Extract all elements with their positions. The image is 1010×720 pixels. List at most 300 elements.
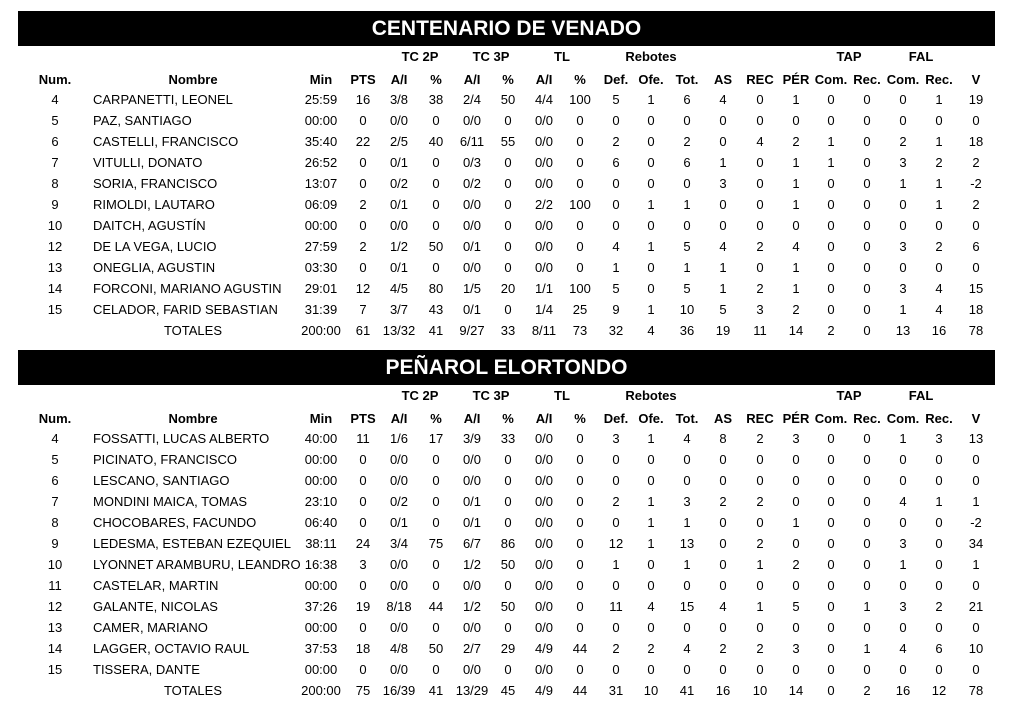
- cell-tl-ai: 0/0: [534, 620, 554, 635]
- cell-rec: 0: [756, 452, 764, 467]
- col-header-tl-pct: %: [574, 72, 586, 87]
- cell-pts: 2: [359, 239, 367, 254]
- col-header-reb-def: Def.: [603, 411, 629, 426]
- cell-tc2p-ai: 0/0: [389, 452, 409, 467]
- cell-per: 0: [792, 494, 800, 509]
- cell-pts: 0: [359, 515, 367, 530]
- cell-tl-ai: 1/1: [534, 281, 554, 296]
- cell-tc2p-pct: 0: [432, 218, 440, 233]
- cell-tc3p-pct: 50: [500, 557, 516, 572]
- cell-reb-tot: 5: [683, 281, 691, 296]
- cell-nombre: DE LA VEGA, LUCIO: [93, 239, 217, 254]
- cell-tap-rec: 1: [863, 599, 871, 614]
- cell-reb-tot: 6: [683, 155, 691, 170]
- cell-num: 15: [47, 662, 63, 677]
- cell-min: 37:53: [304, 641, 338, 656]
- cell-tc3p-pct: 0: [504, 473, 512, 488]
- cell-per: 2: [792, 557, 800, 572]
- cell-min: 06:09: [304, 197, 338, 212]
- cell-tl-pct: 0: [576, 176, 584, 191]
- cell-rec: 0: [756, 515, 764, 530]
- total-nombre: TOTALES: [163, 323, 223, 338]
- cell-tc3p-ai: 1/2: [462, 557, 482, 572]
- cell-as: 0: [719, 620, 727, 635]
- total-tap-com: 2: [827, 323, 835, 338]
- cell-fal-rec: 0: [935, 515, 943, 530]
- cell-reb-ofe: 0: [647, 155, 655, 170]
- cell-tc3p-ai: 0/1: [462, 515, 482, 530]
- cell-fal-rec: 1: [935, 197, 943, 212]
- cell-valoracion: 2: [972, 155, 980, 170]
- cell-valoracion: 10: [968, 641, 984, 656]
- cell-reb-tot: 3: [683, 494, 691, 509]
- cell-num: 5: [51, 113, 59, 128]
- cell-pts: 0: [359, 662, 367, 677]
- cell-as: 4: [719, 239, 727, 254]
- cell-fal-com: 2: [899, 134, 907, 149]
- cell-per: 0: [792, 218, 800, 233]
- total-fal-com: 13: [895, 323, 911, 338]
- cell-reb-ofe: 0: [647, 113, 655, 128]
- total-min: 200:00: [301, 683, 341, 698]
- cell-tap-rec: 0: [863, 452, 871, 467]
- cell-reb-tot: 1: [683, 260, 691, 275]
- total-reb-def: 31: [608, 683, 624, 698]
- cell-per: 0: [792, 536, 800, 551]
- cell-reb-tot: 4: [683, 431, 691, 446]
- col-header-nombre: Nombre: [168, 411, 218, 426]
- cell-valoracion: 18: [968, 134, 984, 149]
- cell-reb-ofe: 0: [647, 557, 655, 572]
- cell-tc3p-ai: 0/0: [462, 260, 482, 275]
- cell-tc3p-ai: 0/3: [462, 155, 482, 170]
- cell-tc3p-ai: 0/0: [462, 578, 482, 593]
- table-row: [0, 512, 1010, 533]
- col-header-per: PÉR: [782, 72, 810, 87]
- cell-nombre: CARPANETTI, LEONEL: [93, 92, 233, 107]
- cell-tl-pct: 25: [572, 302, 588, 317]
- cell-pts: 3: [359, 557, 367, 572]
- col-header-valoracion: V: [971, 411, 981, 426]
- cell-reb-tot: 0: [683, 113, 691, 128]
- cell-pts: 2: [359, 197, 367, 212]
- col-header-pts: PTS: [350, 72, 376, 87]
- cell-rec: 1: [756, 557, 764, 572]
- cell-fal-com: 3: [899, 239, 907, 254]
- col-header-tc2p-pct: %: [430, 72, 442, 87]
- cell-reb-tot: 2: [683, 134, 691, 149]
- cell-tc3p-pct: 0: [504, 302, 512, 317]
- team-title: CENTENARIO DE VENADO: [18, 11, 995, 46]
- cell-min: 35:40: [304, 134, 338, 149]
- col-header-min: Min: [309, 411, 333, 426]
- cell-fal-rec: 0: [935, 578, 943, 593]
- cell-tl-ai: 4/4: [534, 92, 554, 107]
- cell-tap-rec: 0: [863, 494, 871, 509]
- cell-tap-com: 0: [827, 578, 835, 593]
- total-pts: 75: [355, 683, 371, 698]
- cell-tl-ai: 0/0: [534, 599, 554, 614]
- cell-num: 14: [47, 641, 63, 656]
- cell-tl-ai: 0/0: [534, 260, 554, 275]
- cell-valoracion: 0: [972, 578, 980, 593]
- cell-tap-rec: 0: [863, 515, 871, 530]
- cell-fal-com: 1: [899, 431, 907, 446]
- cell-tl-ai: 0/0: [534, 557, 554, 572]
- cell-tap-com: 0: [827, 515, 835, 530]
- cell-per: 2: [792, 134, 800, 149]
- total-tc2p-ai: 16/39: [382, 683, 416, 698]
- total-reb-ofe: 4: [647, 323, 655, 338]
- cell-pts: 0: [359, 155, 367, 170]
- col-header-tc2p-pct: %: [430, 411, 442, 426]
- table-row: [0, 533, 1010, 554]
- total-as: 19: [715, 323, 731, 338]
- cell-rec: 2: [756, 494, 764, 509]
- cell-tc3p-ai: 6/11: [459, 134, 485, 149]
- col-header-tl-ai: A/I: [535, 411, 553, 426]
- cell-reb-ofe: 0: [647, 578, 655, 593]
- cell-num: 13: [47, 260, 63, 275]
- cell-tc2p-pct: 0: [432, 260, 440, 275]
- cell-num: 9: [51, 197, 59, 212]
- cell-tap-rec: 0: [863, 239, 871, 254]
- cell-nombre: FORCONI, MARIANO AGUSTIN: [93, 281, 282, 296]
- cell-reb-def: 0: [612, 176, 620, 191]
- cell-tc3p-ai: 0/0: [462, 662, 482, 677]
- cell-tc2p-pct: 44: [428, 599, 444, 614]
- col-header-tap-rec: Rec.: [853, 411, 881, 426]
- cell-tl-pct: 0: [576, 452, 584, 467]
- cell-num: 4: [51, 431, 59, 446]
- cell-rec: 2: [756, 281, 764, 296]
- total-per: 14: [788, 323, 804, 338]
- cell-tap-com: 0: [827, 197, 835, 212]
- cell-rec: 1: [756, 599, 764, 614]
- cell-tl-pct: 0: [576, 578, 584, 593]
- table-row: [0, 659, 1010, 680]
- cell-reb-tot: 1: [683, 515, 691, 530]
- group-header-tap: TAP: [836, 49, 862, 64]
- cell-tc3p-ai: 0/1: [462, 302, 482, 317]
- cell-tc3p-ai: 3/9: [462, 431, 482, 446]
- table-row: [0, 617, 1010, 638]
- cell-tap-com: 0: [827, 452, 835, 467]
- cell-fal-com: 4: [899, 641, 907, 656]
- cell-tc2p-ai: 0/1: [389, 260, 409, 275]
- cell-num: 8: [51, 515, 59, 530]
- cell-reb-tot: 6: [683, 92, 691, 107]
- cell-tl-pct: 0: [576, 113, 584, 128]
- cell-valoracion: 13: [968, 431, 984, 446]
- cell-valoracion: 6: [972, 239, 980, 254]
- cell-nombre: LEDESMA, ESTEBAN EZEQUIEL: [93, 536, 291, 551]
- cell-tc3p-ai: 0/0: [462, 452, 482, 467]
- cell-tc2p-pct: 0: [432, 515, 440, 530]
- cell-tap-com: 0: [827, 431, 835, 446]
- total-tl-pct: 73: [572, 323, 588, 338]
- cell-tap-com: 1: [827, 155, 835, 170]
- cell-as: 3: [719, 176, 727, 191]
- cell-tc3p-pct: 0: [504, 578, 512, 593]
- cell-reb-ofe: 0: [647, 281, 655, 296]
- cell-rec: 4: [756, 134, 764, 149]
- cell-valoracion: 0: [972, 473, 980, 488]
- cell-reb-def: 1: [612, 260, 620, 275]
- table-row: [0, 491, 1010, 512]
- cell-as: 0: [719, 197, 727, 212]
- cell-per: 1: [792, 515, 800, 530]
- total-rec: 11: [753, 323, 767, 338]
- cell-min: 03:30: [304, 260, 338, 275]
- cell-tc2p-pct: 0: [432, 557, 440, 572]
- cell-tc2p-pct: 38: [428, 92, 444, 107]
- cell-per: 1: [792, 155, 800, 170]
- cell-reb-tot: 1: [683, 197, 691, 212]
- cell-reb-tot: 0: [683, 452, 691, 467]
- cell-nombre: LESCANO, SANTIAGO: [93, 473, 230, 488]
- total-reb-def: 32: [608, 323, 624, 338]
- cell-tc3p-pct: 0: [504, 176, 512, 191]
- cell-as: 0: [719, 113, 727, 128]
- cell-fal-rec: 0: [935, 557, 943, 572]
- cell-tc3p-ai: 0/0: [462, 218, 482, 233]
- cell-tl-ai: 0/0: [534, 239, 554, 254]
- cell-tc2p-ai: 0/0: [389, 578, 409, 593]
- cell-fal-rec: 6: [935, 641, 943, 656]
- total-rec: 10: [752, 683, 768, 698]
- total-tap-rec: 2: [863, 683, 871, 698]
- cell-min: 00:00: [304, 452, 338, 467]
- cell-tc3p-ai: 0/1: [462, 494, 482, 509]
- total-pts: 61: [355, 323, 371, 338]
- cell-num: 15: [47, 302, 63, 317]
- cell-fal-rec: 0: [935, 113, 943, 128]
- totals-row: [0, 680, 1010, 701]
- cell-nombre: CASTELLI, FRANCISCO: [93, 134, 239, 149]
- col-header-nombre: Nombre: [168, 72, 218, 87]
- cell-pts: 12: [355, 281, 371, 296]
- cell-tc3p-ai: 0/0: [462, 113, 482, 128]
- cell-per: 0: [792, 473, 800, 488]
- cell-reb-ofe: 1: [647, 239, 655, 254]
- cell-pts: 0: [359, 578, 367, 593]
- cell-tc2p-ai: 1/2: [389, 239, 409, 254]
- cell-min: 40:00: [304, 431, 338, 446]
- group-header-tc3p: TC 3P: [472, 388, 510, 403]
- cell-tl-ai: 0/0: [534, 536, 554, 551]
- cell-min: 29:01: [304, 281, 338, 296]
- col-header-valoracion: V: [971, 72, 981, 87]
- total-tap-com: 0: [827, 683, 835, 698]
- col-header-tl-ai: A/I: [535, 72, 553, 87]
- cell-tc3p-pct: 29: [500, 641, 516, 656]
- cell-tc2p-ai: 4/5: [389, 281, 409, 296]
- cell-tap-com: 0: [827, 620, 835, 635]
- cell-per: 0: [792, 113, 800, 128]
- cell-tc2p-pct: 0: [432, 452, 440, 467]
- cell-fal-rec: 0: [935, 536, 943, 551]
- total-per: 14: [788, 683, 804, 698]
- cell-tc3p-pct: 50: [500, 599, 516, 614]
- cell-tl-ai: 0/0: [534, 218, 554, 233]
- cell-reb-tot: 0: [683, 473, 691, 488]
- cell-tc2p-pct: 0: [432, 578, 440, 593]
- cell-nombre: TISSERA, DANTE: [93, 662, 200, 677]
- col-header-reb-ofe: Ofe.: [638, 72, 664, 87]
- cell-reb-tot: 13: [679, 536, 695, 551]
- col-header-rec: REC: [746, 411, 774, 426]
- cell-pts: 0: [359, 473, 367, 488]
- cell-as: 0: [719, 515, 727, 530]
- cell-per: 1: [792, 92, 800, 107]
- cell-reb-ofe: 0: [647, 260, 655, 275]
- col-header-tap-com: Com.: [814, 411, 848, 426]
- cell-num: 10: [47, 557, 63, 572]
- cell-rec: 0: [756, 113, 764, 128]
- total-valoracion: 78: [968, 683, 984, 698]
- cell-num: 10: [47, 218, 63, 233]
- cell-min: 23:10: [304, 494, 338, 509]
- group-header-rebotes: Rebotes: [625, 388, 677, 403]
- cell-fal-rec: 0: [935, 473, 943, 488]
- cell-num: 7: [51, 155, 59, 170]
- cell-min: 38:11: [305, 536, 337, 551]
- cell-fal-com: 0: [899, 473, 907, 488]
- cell-reb-ofe: 1: [647, 536, 655, 551]
- col-header-tc2p-ai: A/I: [390, 411, 408, 426]
- cell-tl-pct: 0: [576, 557, 584, 572]
- table-row: [0, 428, 1010, 449]
- cell-rec: 3: [756, 302, 764, 317]
- cell-tap-com: 0: [827, 662, 835, 677]
- cell-tc3p-ai: 0/1: [462, 239, 482, 254]
- cell-tap-rec: 0: [863, 431, 871, 446]
- cell-tap-rec: 0: [863, 134, 871, 149]
- cell-per: 0: [792, 620, 800, 635]
- cell-min: 00:00: [304, 662, 338, 677]
- cell-nombre: FOSSATTI, LUCAS ALBERTO: [93, 431, 270, 446]
- cell-num: 4: [51, 92, 59, 107]
- cell-tc2p-ai: 0/0: [389, 557, 409, 572]
- team-title: PEÑAROL ELORTONDO: [18, 350, 995, 385]
- cell-pts: 0: [359, 260, 367, 275]
- cell-tc2p-ai: 0/0: [389, 113, 409, 128]
- cell-tl-ai: 2/2: [534, 197, 554, 212]
- col-header-rec: REC: [746, 72, 774, 87]
- cell-tap-com: 0: [827, 641, 835, 656]
- cell-tl-pct: 0: [576, 218, 584, 233]
- cell-tc2p-ai: 0/0: [389, 620, 409, 635]
- cell-pts: 22: [355, 134, 371, 149]
- cell-rec: 0: [756, 620, 764, 635]
- total-reb-ofe: 10: [643, 683, 659, 698]
- cell-as: 1: [719, 281, 727, 296]
- cell-pts: 18: [355, 641, 371, 656]
- cell-tap-com: 0: [827, 281, 835, 296]
- cell-tc3p-pct: 0: [504, 620, 512, 635]
- cell-nombre: ONEGLIA, AGUSTIN: [93, 260, 216, 275]
- cell-nombre: CAMER, MARIANO: [93, 620, 208, 635]
- cell-as: 8: [719, 431, 727, 446]
- total-fal-rec: 12: [931, 683, 947, 698]
- total-reb-tot: 41: [679, 683, 695, 698]
- cell-nombre: PICINATO, FRANCISCO: [93, 452, 237, 467]
- cell-rec: 0: [756, 155, 764, 170]
- cell-tc2p-ai: 0/0: [389, 473, 409, 488]
- cell-tap-rec: 0: [863, 281, 871, 296]
- col-header-as: AS: [713, 411, 733, 426]
- table-row: [0, 638, 1010, 659]
- total-fal-com: 16: [895, 683, 911, 698]
- cell-as: 4: [719, 599, 727, 614]
- cell-tl-ai: 0/0: [534, 176, 554, 191]
- cell-fal-com: 3: [899, 536, 907, 551]
- cell-nombre: CHOCOBARES, FACUNDO: [93, 515, 257, 530]
- cell-tc3p-pct: 0: [504, 662, 512, 677]
- cell-reb-def: 6: [612, 155, 620, 170]
- cell-valoracion: 18: [968, 302, 984, 317]
- cell-tl-ai: 0/0: [534, 473, 554, 488]
- cell-valoracion: 0: [972, 452, 980, 467]
- cell-reb-def: 2: [612, 134, 620, 149]
- cell-reb-tot: 0: [683, 620, 691, 635]
- cell-rec: 2: [756, 641, 764, 656]
- cell-reb-tot: 4: [683, 641, 691, 656]
- cell-as: 0: [719, 473, 727, 488]
- cell-tl-ai: 0/0: [534, 578, 554, 593]
- cell-tl-pct: 0: [576, 431, 584, 446]
- cell-tl-pct: 0: [576, 515, 584, 530]
- cell-reb-ofe: 0: [647, 134, 655, 149]
- cell-tc2p-pct: 0: [432, 155, 440, 170]
- cell-fal-rec: 1: [935, 494, 943, 509]
- cell-as: 1: [719, 155, 727, 170]
- cell-tc3p-ai: 0/0: [462, 620, 482, 635]
- cell-as: 0: [719, 536, 727, 551]
- cell-fal-rec: 0: [935, 218, 943, 233]
- cell-fal-rec: 1: [935, 134, 943, 149]
- cell-reb-tot: 0: [683, 578, 691, 593]
- cell-tap-com: 0: [827, 92, 835, 107]
- cell-tc2p-ai: 1/6: [389, 431, 409, 446]
- cell-num: 12: [47, 599, 63, 614]
- cell-reb-ofe: 2: [647, 641, 655, 656]
- cell-tl-pct: 0: [576, 536, 584, 551]
- cell-tc3p-pct: 55: [500, 134, 516, 149]
- cell-tl-ai: 0/0: [534, 515, 554, 530]
- group-header-tc2p: TC 2P: [401, 49, 439, 64]
- cell-tc3p-ai: 1/5: [462, 281, 482, 296]
- cell-tc2p-ai: 0/1: [389, 155, 409, 170]
- cell-tl-ai: 0/0: [534, 431, 554, 446]
- cell-reb-def: 5: [612, 281, 620, 296]
- cell-tl-pct: 0: [576, 155, 584, 170]
- total-tc2p-pct: 41: [428, 683, 444, 698]
- cell-valoracion: 1: [972, 494, 980, 509]
- cell-tc2p-pct: 0: [432, 494, 440, 509]
- cell-tc3p-pct: 0: [504, 494, 512, 509]
- col-header-min: Min: [309, 72, 333, 87]
- cell-nombre: GALANTE, NICOLAS: [93, 599, 218, 614]
- cell-tl-pct: 0: [576, 620, 584, 635]
- cell-min: 00:00: [304, 218, 338, 233]
- col-header-reb-def: Def.: [603, 72, 629, 87]
- cell-tc2p-pct: 40: [428, 134, 444, 149]
- cell-pts: 11: [356, 431, 370, 446]
- cell-nombre: PAZ, SANTIAGO: [93, 113, 192, 128]
- cell-reb-ofe: 0: [647, 218, 655, 233]
